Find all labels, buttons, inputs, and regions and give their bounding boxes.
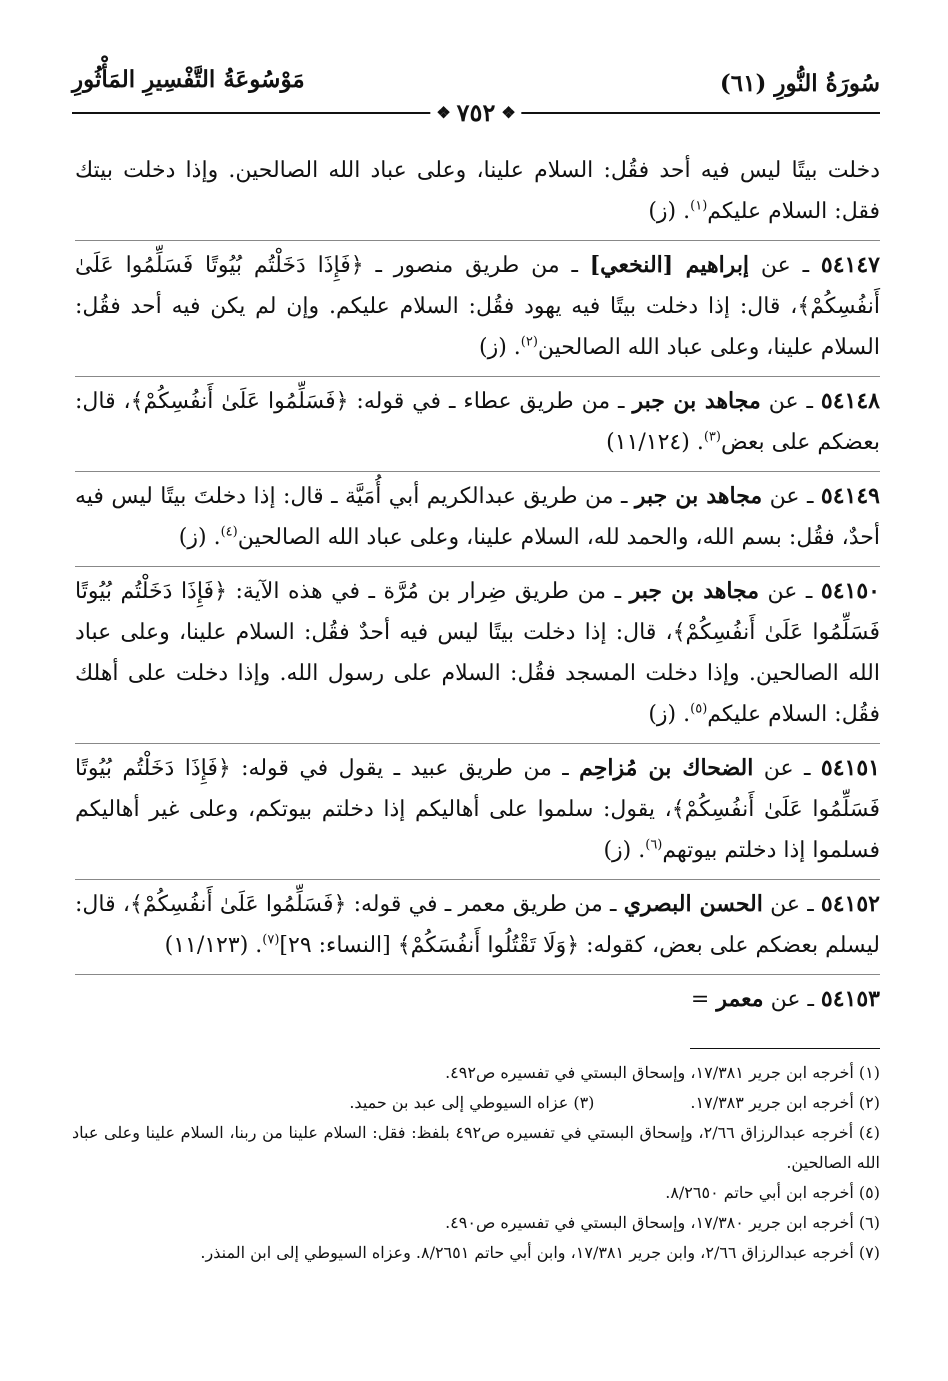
narration-number: ٥٤١٥١	[820, 755, 880, 781]
paragraph-tail: . (ز)	[648, 702, 691, 727]
footnote-3: (٣) عزاه السيوطي إلى عبد بن حميد.	[349, 1093, 595, 1112]
page-number: ٧٥٢	[456, 98, 496, 127]
connector: ـ عن	[762, 892, 821, 917]
paragraph	[75, 148, 880, 236]
footnote-ref[interactable]: (٧)	[262, 932, 280, 948]
connector: ـ عن	[763, 987, 821, 1012]
book-title: مَوْسُوعَةُ التَّفْسِيرِ المَأْثُورِ	[72, 66, 305, 93]
footnotes	[72, 1058, 880, 1268]
footnote-5: (٥) أخرجه ابن أبي حاتم ٨/٢٦٥٠.	[665, 1183, 880, 1202]
paragraph	[75, 376, 880, 467]
paragraph-tail: . (ز)	[479, 335, 521, 360]
narration-number: ٥٤١٥٢	[820, 891, 880, 917]
paragraph-tail: . (ز)	[603, 838, 646, 863]
connector: ـ عن	[760, 389, 821, 414]
narrator-name: الضحاك بن مُزاحِم	[579, 755, 754, 781]
surah-title: سُورَةُ النُّورِ (٦١)	[719, 70, 880, 97]
connector: ـ عن	[753, 756, 821, 781]
narrator-name: إبراهيم [النخعي]	[589, 252, 750, 278]
narration-number: ٥٤١٥٠	[820, 578, 880, 604]
paragraph-text: ـ من طريق ضِرار بن مُرَّة ـ في هذه الآية: ﴿فَإِذَا دَخَلْتُم بُيُوتًا فَسَلِّمُوا عَلَىٰ أَنفُسِكُمْ﴾، قال: إذا دخلت بيتًا ليس فيه أحدٌ فقُل: السلام علينا، وعلى عباد الله الصالحين. وإذا دخلت المسجد فقُل: السلام على رسول الله. وإذا دخلت على أهلك فقُل: السلام عليكم	[75, 579, 880, 727]
footnote-ref[interactable]: (٢)	[520, 334, 538, 350]
paragraph-text: =	[690, 987, 717, 1012]
ornament-icon: ❖	[501, 103, 516, 122]
paragraph-text: ـ من طريق معمر ـ في قوله: ﴿فَسَلِّمُوا عَلَىٰ أَنفُسِكُمْ﴾، قال: ليسلم بعضكم على بعض، كقوله: ﴿وَلَا تَقْتُلُوا أَنفُسَكُمْ﴾ [النساء: ٢٩]	[75, 892, 880, 958]
narrator-name: مجاهد بن جبر	[629, 578, 760, 604]
narrator-name: مجاهد بن جبر	[634, 483, 763, 509]
paragraph-text: دخلت بيتًا ليس فيه أحد فقُل: السلام علينا، وعلى عباد الله الصالحين. وإذا دخلت بيتك فقل: السلام عليكم	[75, 158, 880, 224]
main-text	[75, 148, 880, 1024]
paragraph-tail: . (١١/١٢٣)	[164, 933, 263, 958]
paragraph	[75, 566, 880, 739]
connector: ـ عن	[759, 579, 821, 604]
page-header	[72, 62, 880, 127]
footnote-7: (٧) أخرجه عبدالرزاق ٢/٦٦، وابن جرير ١٧/٣٨١، وابن أبي حاتم ٨/٢٦٥١. وعزاه السيوطي إلى ابن المنذر.	[200, 1243, 880, 1262]
paragraph	[75, 471, 880, 562]
footnote-rule	[690, 1048, 880, 1049]
narrator-name: مجاهد بن جبر	[632, 388, 761, 414]
paragraph-tail: . (ز)	[648, 199, 691, 224]
narration-number: ٥٤١٤٩	[820, 483, 880, 509]
paragraph	[75, 974, 880, 1024]
footnote-ref[interactable]: (٥)	[690, 701, 708, 717]
footnote-ref[interactable]: (٣)	[703, 429, 721, 445]
paragraph-text: ـ من طريق عطاء ـ في قوله: ﴿فَسَلِّمُوا عَلَىٰ أَنفُسِكُمْ﴾، قال: بعضكم على بعض	[75, 389, 880, 455]
narration-number: ٥٤١٤٧	[820, 252, 880, 278]
page-number-block	[430, 98, 521, 127]
paragraph	[75, 879, 880, 970]
paragraph	[75, 743, 880, 875]
paragraph-text: ـ من طريق عبدالكريم أبي أُمَيَّة ـ قال: إذا دخلتَ بيتًا ليس فيه أحدٌ، فقُل: بسم الله، والحمد لله، السلام علينا، وعلى عباد الله الصالحين	[75, 484, 880, 550]
narrator-name: الحسن البصري	[623, 891, 763, 917]
footnote-2: (٢) أخرجه ابن جرير ١٧/٣٨٣.	[690, 1093, 880, 1112]
narration-number: ٥٤١٤٨	[820, 388, 880, 414]
connector: ـ عن	[762, 484, 821, 509]
paragraph-tail: . (١١/١٢٤)	[606, 430, 704, 455]
footnote-ref[interactable]: (١)	[690, 198, 708, 214]
footnote-row	[72, 1088, 880, 1118]
narration-number: ٥٤١٥٣	[820, 986, 880, 1012]
ornament-icon: ❖	[436, 103, 451, 122]
footnote-4: (٤) أخرجه عبدالرزاق ٢/٦٦، وإسحاق البستي في تفسيره ص٤٩٢ بلفظ: فقل: السلام علينا من ربنا، السلام علينا وعلى عباد الله الصالحين.	[72, 1123, 881, 1172]
narrator-name: معمر	[716, 986, 764, 1012]
footnote-ref[interactable]: (٦)	[645, 837, 663, 853]
paragraph-tail: . (ز)	[178, 525, 221, 550]
paragraph	[75, 240, 880, 372]
footnote-ref[interactable]: (٤)	[220, 524, 238, 540]
paragraph-text: ـ من طريق منصور ـ ﴿فَإِذَا دَخَلْتُم بُيُوتًا فَسَلِّمُوا عَلَىٰ أَنفُسِكُمْ﴾، قال: إذا دخلت بيتًا فيه يهود فقُل: السلام عليكم. وإن لم يكن فيه أحد فقُل: السلام علينا، وعلى عباد الله الصالحين	[75, 253, 880, 360]
paragraph-text: ـ من طريق عبيد ـ يقول في قوله: ﴿فَإِذَا دَخَلْتُم بُيُوتًا فَسَلِّمُوا عَلَىٰ أَنفُسِكُمْ﴾، يقول: سلموا على أهاليكم إذا دخلتم بيوتكم، وعلى غير أهاليكم فسلموا إذا دخلتم بيوتهم	[75, 756, 880, 863]
footnote-1: (١) أخرجه ابن جرير ١٧/٣٨١، وإسحاق البستي في تفسيره ص٤٩٢.	[445, 1063, 880, 1082]
footnote-6: (٦) أخرجه ابن جرير ١٧/٣٨٠، وإسحاق البستي في تفسيره ص٤٩٠.	[445, 1213, 880, 1232]
connector: ـ عن	[749, 253, 821, 278]
